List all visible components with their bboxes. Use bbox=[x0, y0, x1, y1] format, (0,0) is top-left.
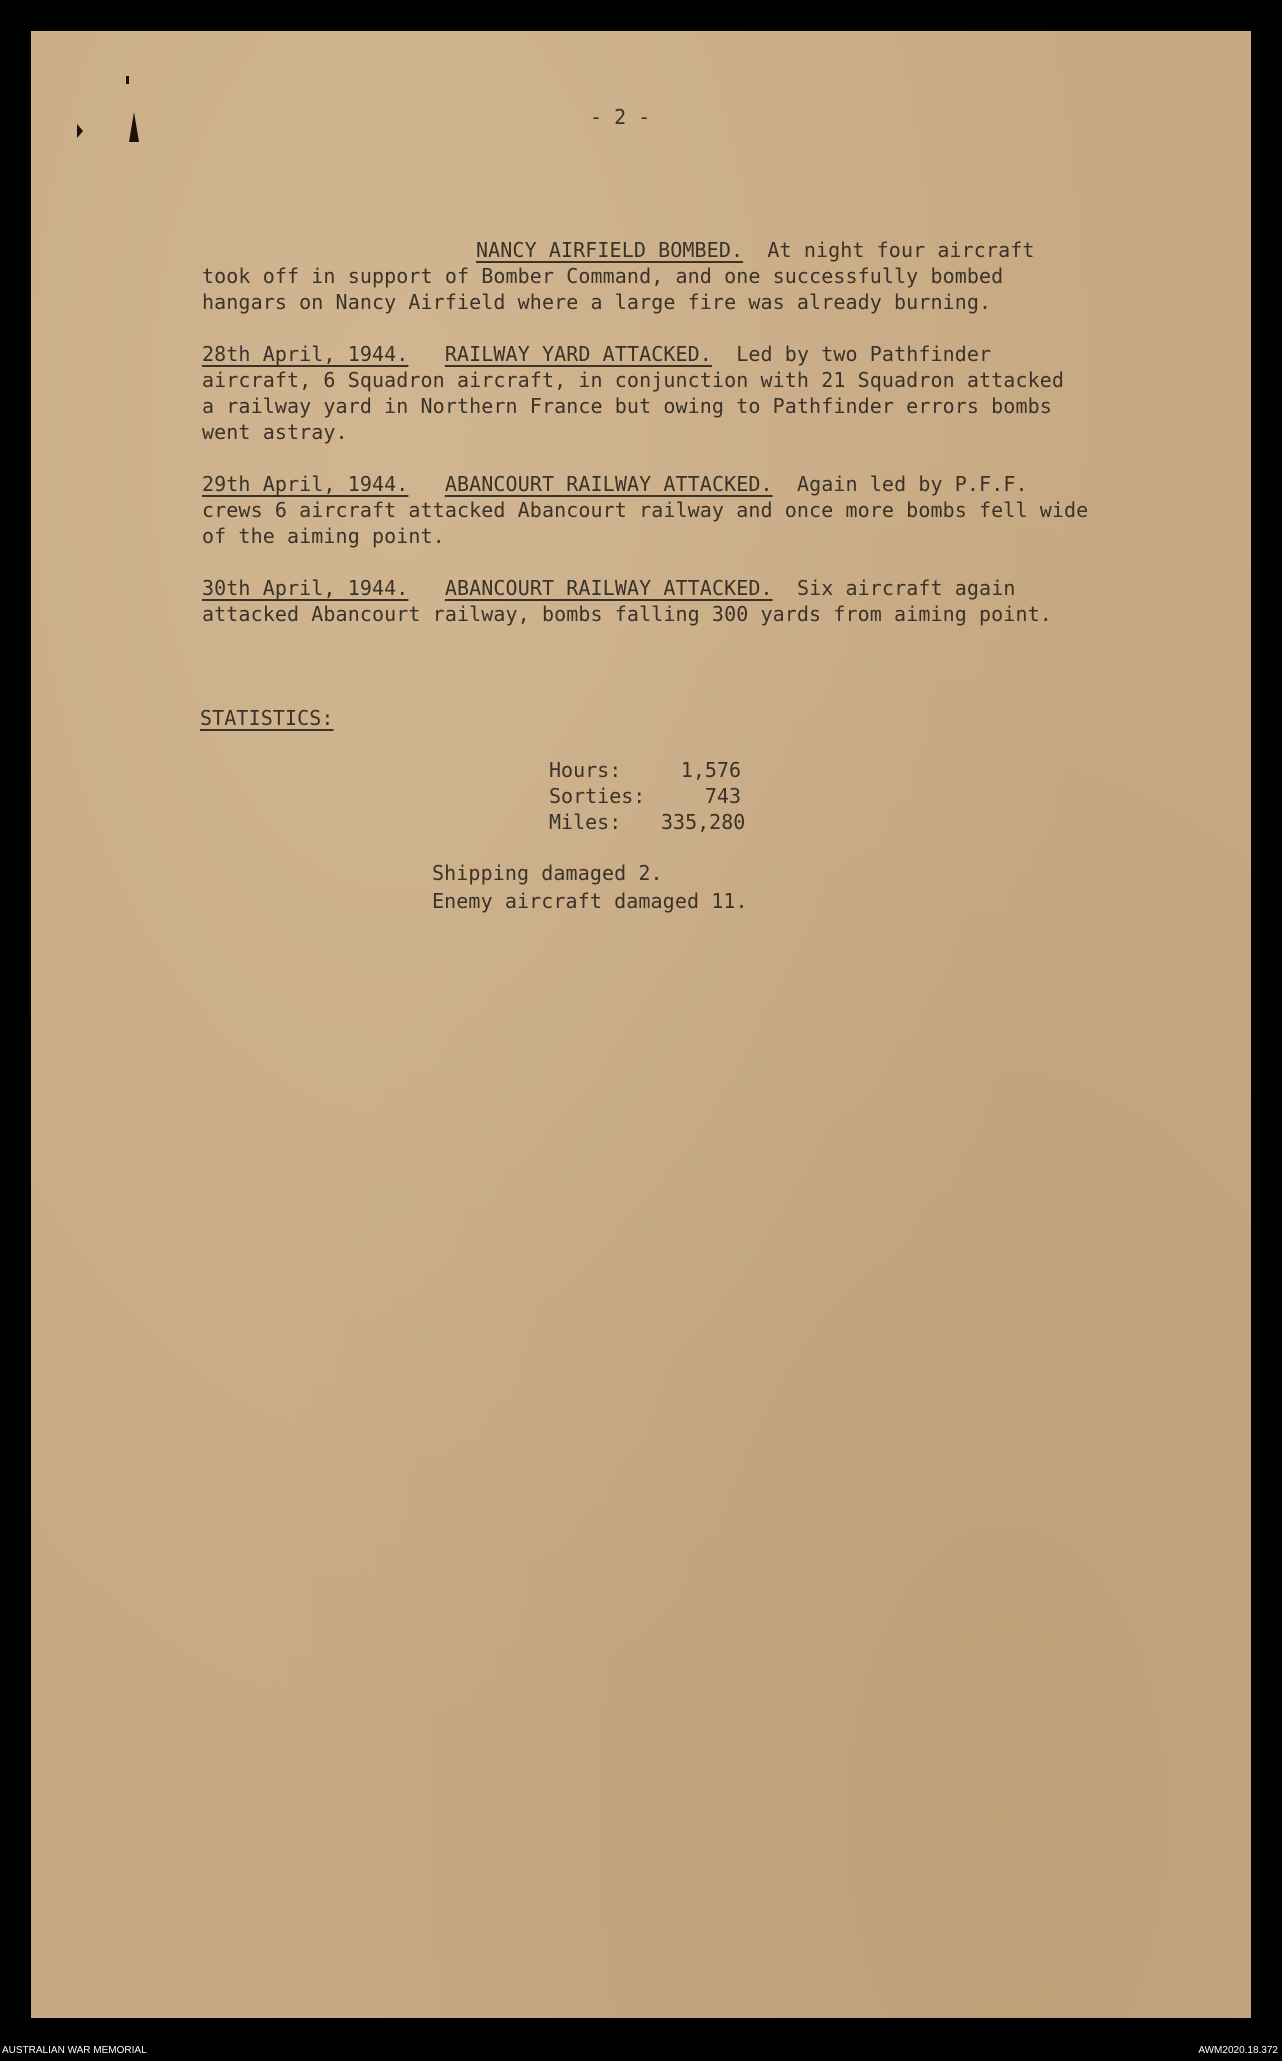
entry-heading: ABANCOURT RAILWAY ATTACKED. bbox=[444, 472, 773, 496]
entry-line-rest: Six aircraft again bbox=[772, 576, 1016, 600]
stat-value: 335,280 bbox=[661, 810, 746, 834]
stat-label: Hours: bbox=[549, 758, 622, 782]
stat-value: 743 bbox=[704, 784, 741, 808]
entry-date: 29th April, 1944. bbox=[202, 472, 409, 496]
stat-note: Enemy aircraft damaged 11. bbox=[432, 889, 748, 913]
entry-date: 30th April, 1944. bbox=[202, 576, 409, 600]
footer-accession-number: AWM2020.18.372 bbox=[1198, 2045, 1278, 2056]
entry-line-first bbox=[202, 341, 991, 367]
stat-note: Shipping damaged 2. bbox=[432, 861, 663, 885]
punch-hole-mark bbox=[126, 76, 129, 84]
document-page bbox=[31, 31, 1251, 2018]
punch-hole-mark bbox=[129, 112, 139, 142]
entry-line: of the aiming point. bbox=[202, 524, 445, 548]
footer-credit: AUSTRALIAN WAR MEMORIAL bbox=[2, 2045, 147, 2056]
stat-label: Miles: bbox=[549, 810, 622, 834]
statistics-table bbox=[549, 757, 746, 835]
entry-date: 28th April, 1944. bbox=[202, 342, 409, 366]
entry-line-rest: At night four aircraft bbox=[743, 238, 1035, 262]
stat-value: 1,576 bbox=[680, 758, 741, 782]
entry-heading: RAILWAY YARD ATTACKED. bbox=[444, 342, 712, 366]
entry-line: went astray. bbox=[202, 420, 348, 444]
entry-line-first bbox=[202, 471, 1028, 497]
entry-line: a railway yard in Northern France but owing to Pathfinder errors bombs bbox=[202, 394, 1052, 418]
entry-line: hangars on Nancy Airfield where a large fire was already burning. bbox=[202, 290, 992, 314]
entry-heading: ABANCOURT RAILWAY ATTACKED. bbox=[444, 576, 773, 600]
punch-hole-mark bbox=[77, 124, 83, 138]
entry-line-first bbox=[202, 575, 1015, 601]
entry-line-first bbox=[476, 237, 1035, 263]
entry-line: took off in support of Bomber Command, and one successfully bombed bbox=[202, 264, 1004, 288]
stat-label: Sorties: bbox=[549, 784, 646, 808]
stat-row-hours bbox=[549, 757, 741, 783]
entry-line: aircraft, 6 Squadron aircraft, in conjunction with 21 Squadron attacked bbox=[202, 368, 1065, 392]
entry-line-rest: Again led by P.F.F. bbox=[772, 472, 1028, 496]
stat-row-miles bbox=[549, 809, 746, 835]
entry-line: attacked Abancourt railway, bombs falling 300 yards from aiming point. bbox=[202, 602, 1052, 626]
entry-line-rest: Led by two Pathfinder bbox=[711, 342, 992, 366]
entry-line: crews 6 aircraft attacked Abancourt railway and once more bombs fell wide bbox=[202, 498, 1089, 522]
entry-heading: NANCY AIRFIELD BOMBED. bbox=[476, 238, 744, 262]
stat-row-sorties bbox=[549, 783, 741, 809]
page-number: - 2 - bbox=[590, 105, 651, 129]
statistics-heading: STATISTICS: bbox=[200, 706, 334, 730]
